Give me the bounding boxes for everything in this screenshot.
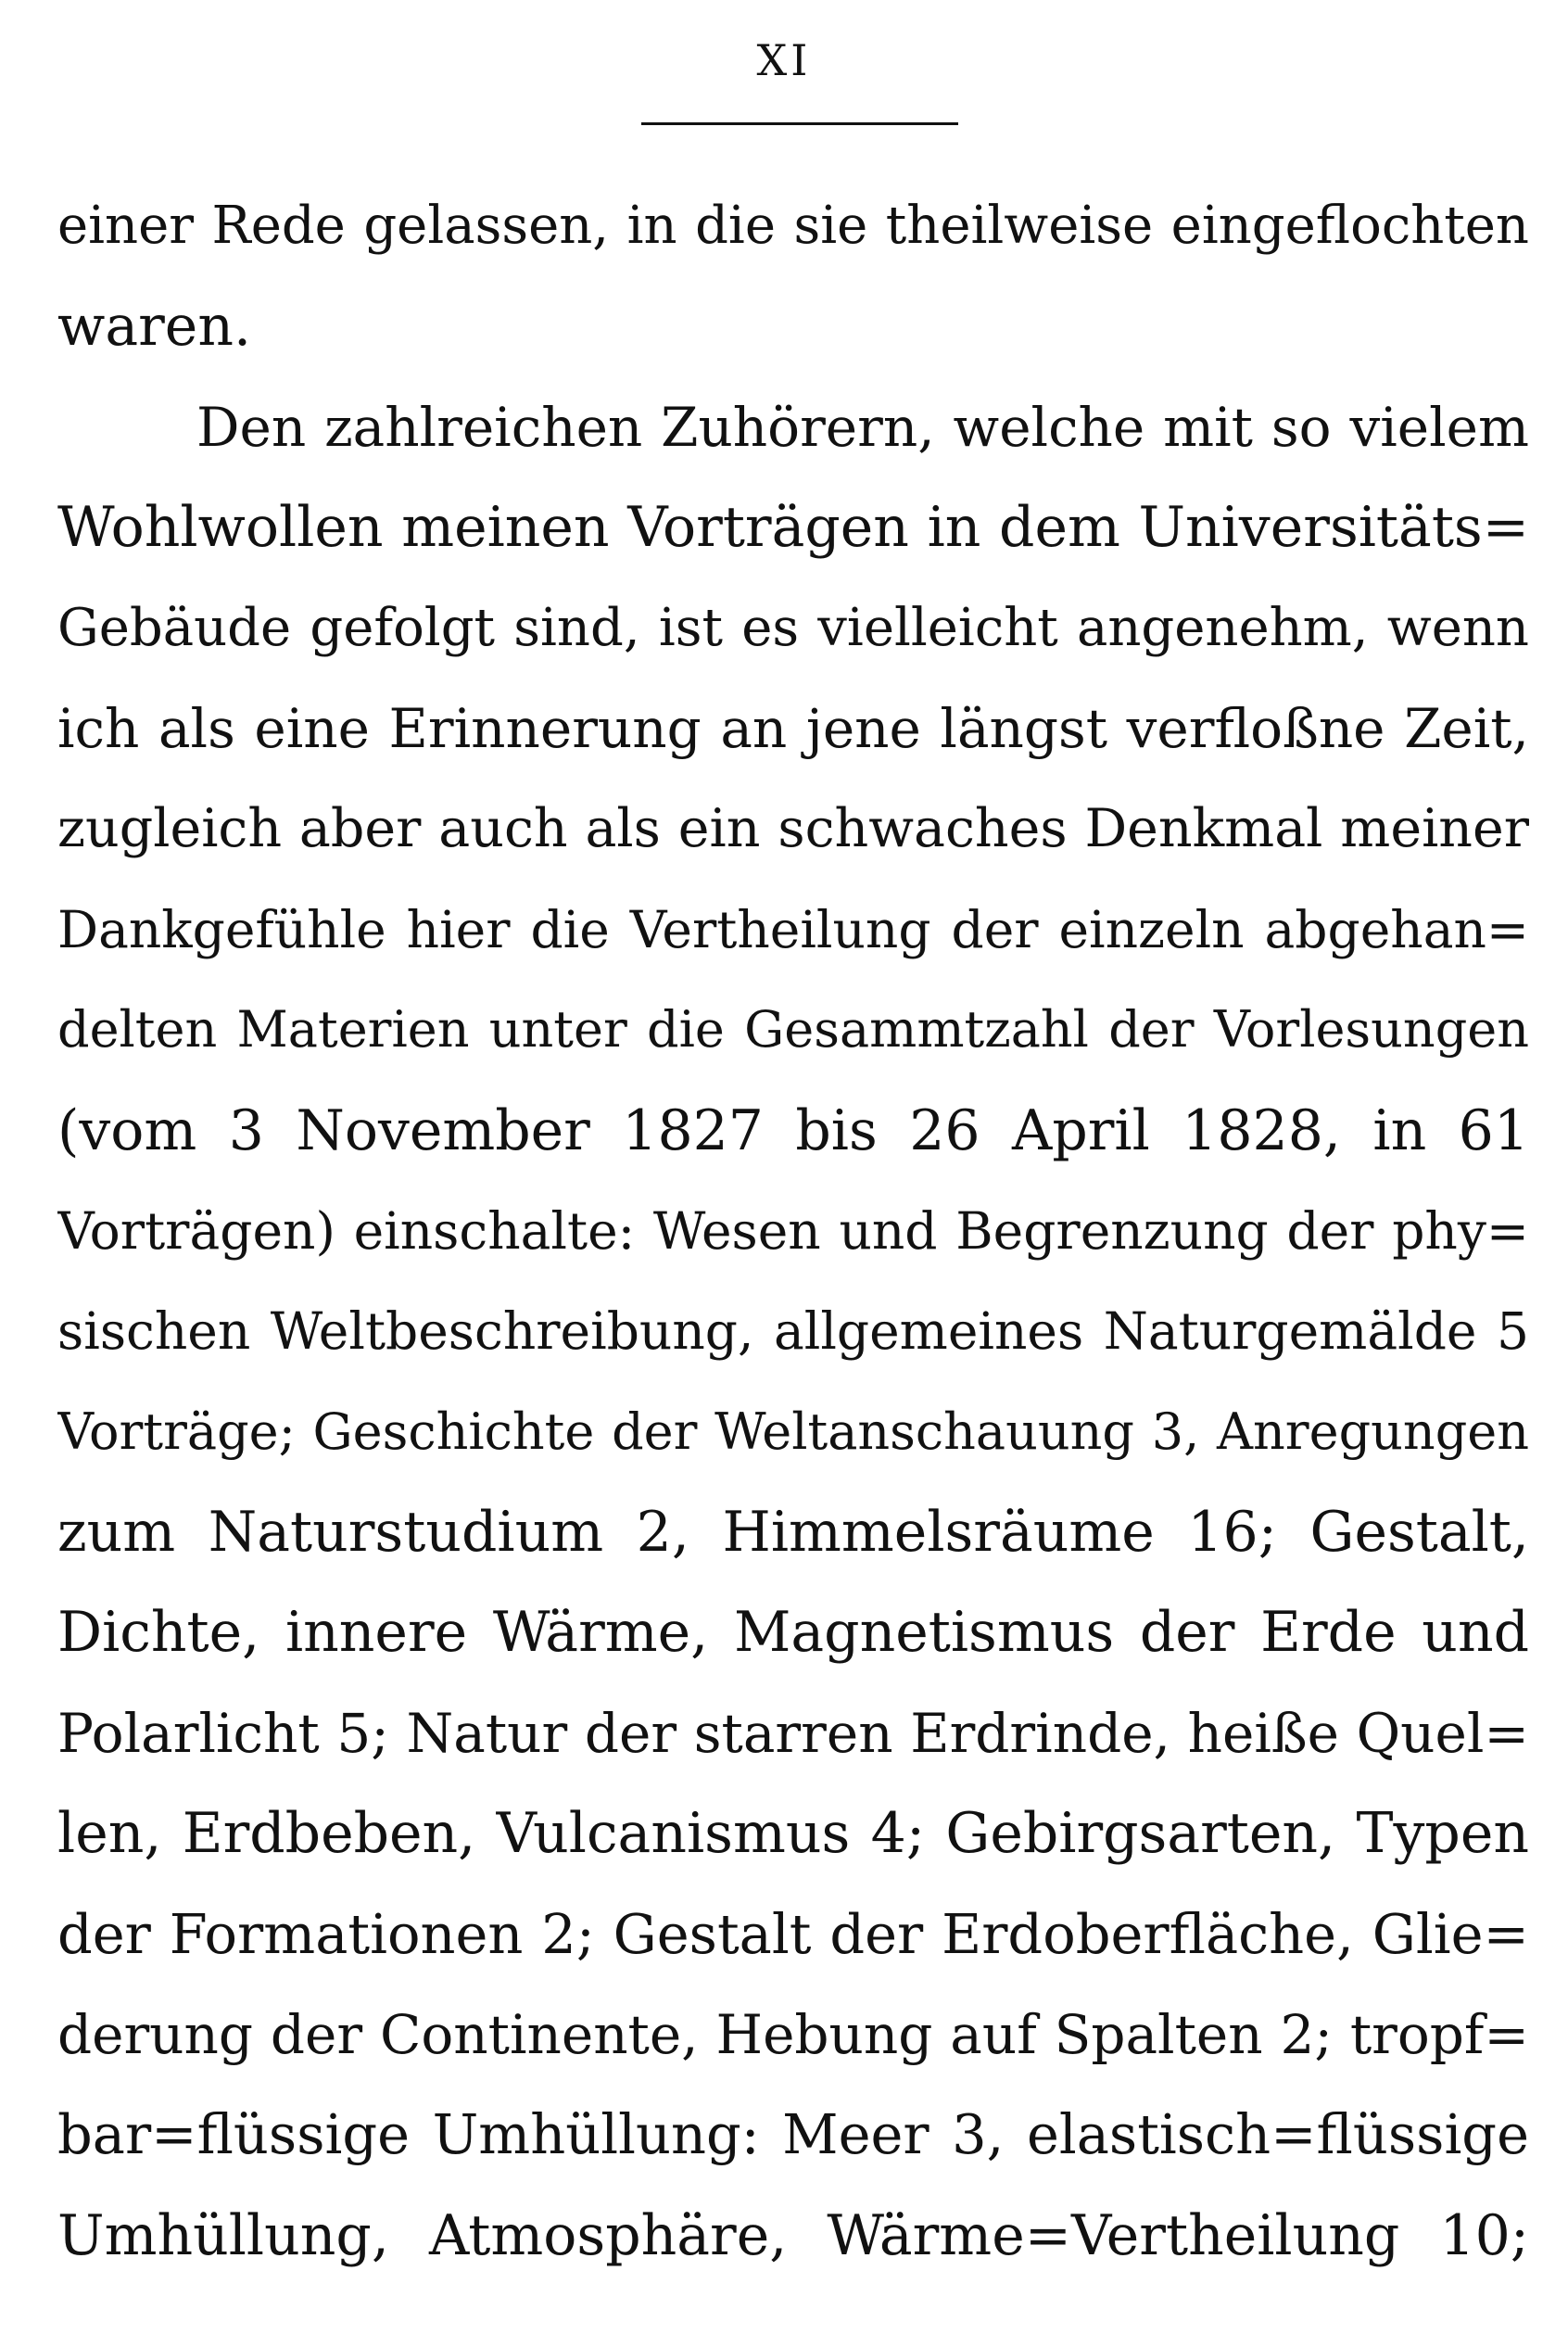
text-line: Wohlwollen meinen Vorträgen in dem Universitäts= [57, 495, 1529, 561]
text-line: Polarlicht 5; Natur der starren Erdrinde, heiße Quel= [57, 1701, 1529, 1765]
body-text [57, 176, 1529, 2286]
page-number: XI [756, 35, 812, 85]
text-line: der Formationen 2; Gestalt der Erdoberfläche, Glie= [57, 1901, 1529, 1966]
text-line: Vorträge; Geschichte der Weltanschauung 3, Anregungen [57, 1402, 1529, 1461]
text-line: zugleich aber auch als ein schwaches Denkmal meiner [57, 798, 1529, 860]
text-line: waren. [57, 294, 252, 360]
text-line: (vom 3 November 1827 bis 26 April 1828, in 61 [57, 1097, 1529, 1163]
text-line: zum Naturstudium 2, Himmelsräume 16; Gestalt, [57, 1500, 1529, 1566]
text-line: Gebäude gefolgt sind, ist es vielleicht angenehm, wenn [57, 597, 1529, 658]
text-line: Den zahlreichen Zuhörern, welche mit so vielem [196, 395, 1529, 459]
text-line: Vorträgen) einschalte: Wesen und Begrenzung der phy= [57, 1200, 1529, 1261]
text-line: len, Erdbeben, Vulcanismus 4; Gebirgsarten, Typen [57, 1801, 1529, 1867]
text-line: einer Rede gelassen, in die sie theilweise eingeflochten [57, 196, 1529, 256]
text-line: derung der Continente, Hebung auf Spalten 2; tropf= [57, 2003, 1529, 2067]
text-line: Umhüllung, Atmosphäre, Wärme=Vertheilung 10; [57, 2202, 1529, 2268]
text-line: delten Materien unter die Gesammtzahl der Vorlesungen [57, 1000, 1529, 1059]
text-line: Dichte, innere Wärme, Magnetismus der Erde und [57, 1600, 1529, 1666]
text-line: Dankgefühle hier die Vertheilung der einzeln abgehan= [57, 899, 1529, 959]
text-line: ich als eine Erinnerung an jene längst verfloßne Zeit, [57, 696, 1529, 760]
header-rule [641, 122, 958, 125]
text-line: sischen Weltbeschreibung, allgemeines Naturgemälde 5 [57, 1301, 1529, 1362]
text-line: bar=flüssige Umhüllung: Meer 3, elastisch=flüssige [57, 2102, 1529, 2167]
